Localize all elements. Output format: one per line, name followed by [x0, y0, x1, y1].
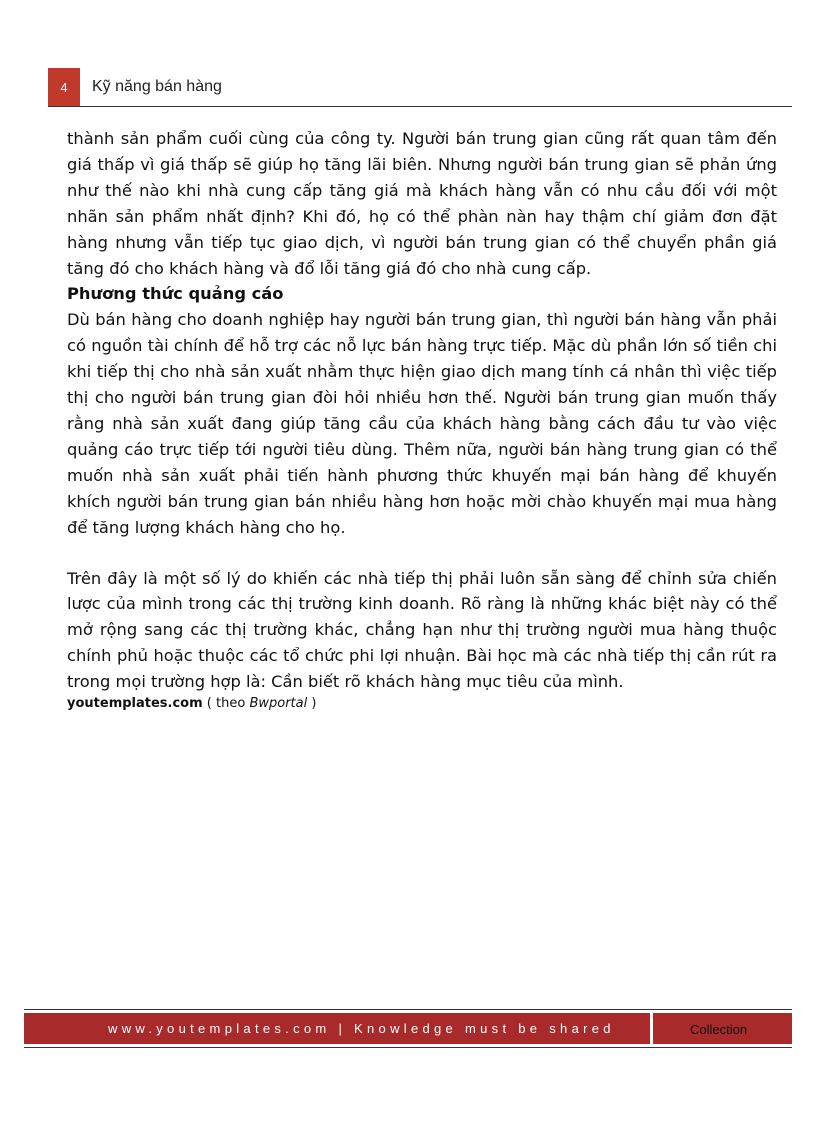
footer-rule-top: [24, 1009, 792, 1010]
section-heading: Phương thức quảng cáo: [67, 284, 284, 304]
footer-tagline: www.youtemplates.com | Knowledge must be shared: [108, 1021, 615, 1036]
running-title: Kỹ năng bán hàng: [92, 78, 222, 95]
credit-open: ( theo: [202, 696, 250, 712]
header-rule: [48, 106, 792, 107]
page-content: [67, 126, 777, 713]
paragraph-1: thành sản phẩm cuối cùng của công ty. Người bán trung gian cũng rất quan tâm đến giá thấp vì giá thấp sẽ giúp họ tăng lãi biên. Nhưng người bán trung gian sẽ phản ứng như thế nào khi nhà cung cấp tăng giá mà khách hàng vẫn có nhu cầu đối với một nhãn sản phẩm nhất định? Khi đó, họ có thể phàn nàn hay thậm chí giảm đơn đặt hàng nhưng vẫn tiếp tục giao dịch, vì người bán trung gian có thể chuyển phần giá tăng đó cho khách hàng và đổ lỗi tăng giá đó cho nhà cung cấp.: [67, 129, 777, 278]
paragraph-3: Trên đây là một số lý do khiến các nhà tiếp thị phải luôn sẵn sàng để chỉnh sửa chiến lược của mình trong các thị trường kinh doanh. Rõ ràng là những khác biệt này có thể mở rộng sang các thị trường khác, chẳng hạn như thị trường người mua hàng thuộc chính phủ hoặc thuộc các tổ chức phi lợi nhuận. Bài học mà các nhà tiếp thị cần rút ra trong mọi trường hợp là: Cần biết rõ khách hàng mục tiêu của mình.: [67, 568, 777, 692]
footer-divider: [650, 1013, 653, 1044]
page-number-badge: 4: [48, 68, 80, 106]
footer-collection-label: Collection: [690, 1022, 748, 1037]
footer-bar: [24, 1013, 792, 1044]
credit-site: youtemplates.com: [67, 696, 203, 712]
credit-source: Bwportal: [249, 696, 308, 712]
paragraph-2: Dù bán hàng cho doanh nghiệp hay người bán trung gian, thì người bán hàng vẫn phải có nguồn tài chính để hỗ trợ các nỗ lực bán hàng trực tiếp. Mặc dù phần lớn số tiền chi khi tiếp thị cho nhà sản xuất nhằm thực hiện giao dịch mang tính cá nhân thì việc tiếp thị cho người bán trung gian đòi hỏi nhiều hơn thế. Người bán trung gian muốn thấy rằng nhà sản xuất đang giúp tăng cầu của khách hàng bằng cách đầu tư vào việc quảng cáo trực tiếp tới người tiêu dùng. Thêm nữa, người bán hàng trung gian có thể muốn nhà sản xuất phải tiến hành phương thức khuyến mại bán hàng để khuyến khích người bán trung gian bán nhiều hàng hơn hoặc mời chào khuyến mại mua hàng để tăng lượng khách hàng cho họ.: [67, 310, 777, 537]
credit-close: ): [307, 696, 317, 712]
source-credit: [67, 695, 777, 713]
page-header: [48, 68, 792, 108]
footer-rule-bottom: [24, 1047, 792, 1048]
